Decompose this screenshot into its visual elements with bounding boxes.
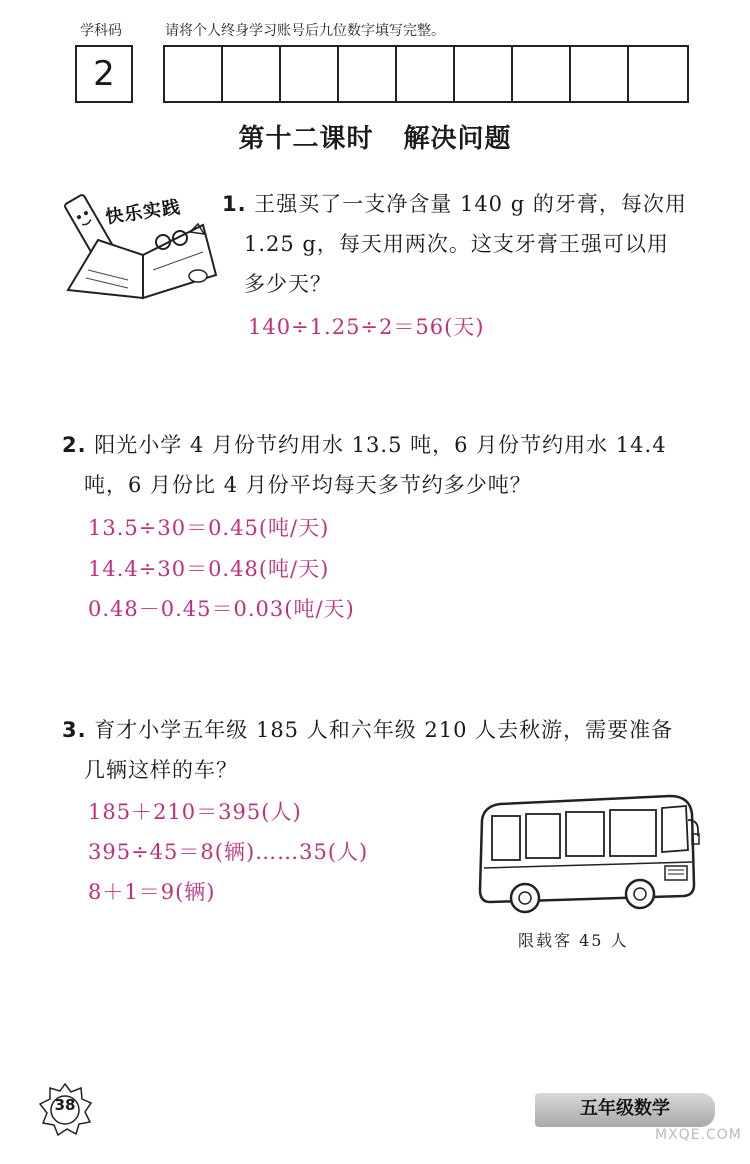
lesson-title-sub: 解决问题 bbox=[403, 124, 512, 154]
book-label: 五年级数学 bbox=[580, 1098, 670, 1119]
page-number: 38 bbox=[54, 1096, 76, 1114]
bus-caption: 限载客 45 人 bbox=[518, 931, 629, 950]
question-1-line-2: 1.25 g，每天用两次。这支牙膏王强可以用 bbox=[244, 232, 669, 256]
answer-2-line-3: 0.48－0.45＝0.03(吨/天) bbox=[88, 597, 355, 621]
answer-2-line-1: 13.5÷30＝0.45(吨/天) bbox=[88, 516, 330, 540]
digit-cell[interactable] bbox=[281, 47, 339, 101]
digit-cell[interactable] bbox=[513, 47, 571, 101]
digit-cell[interactable] bbox=[397, 47, 455, 101]
digit-cell[interactable] bbox=[339, 47, 397, 101]
subject-code-label: 学科码 bbox=[80, 23, 122, 39]
digit-cell[interactable] bbox=[455, 47, 513, 101]
instruction-text: 请将个人终身学习账号后九位数字填写完整。 bbox=[165, 23, 445, 39]
account-digit-boxes[interactable] bbox=[163, 45, 689, 103]
question-1 bbox=[222, 184, 702, 304]
question-2 bbox=[62, 425, 712, 505]
lesson-title-main: 第十二课时 bbox=[238, 124, 374, 154]
question-1-line-3: 多少天？ bbox=[244, 272, 332, 296]
watermark: MXQE.COM bbox=[655, 1127, 742, 1143]
digit-cell[interactable] bbox=[165, 47, 223, 101]
badge-label: 快乐实践 bbox=[104, 196, 183, 229]
question-2-line-1: 2. 阳光小学 4 月份节约用水 13.5 吨，6 月份节约用水 14.4 bbox=[62, 433, 667, 457]
answer-3-line-2: 395÷45＝8(辆)……35(人) bbox=[88, 840, 369, 864]
question-1-line-1: 1. 王强买了一支净含量 140 g 的牙膏，每次用 bbox=[222, 192, 687, 216]
answer-1-line-1: 140÷1.25÷2＝56(天) bbox=[248, 315, 485, 339]
question-number: 2. bbox=[62, 433, 87, 457]
question-2-line-2: 吨，6 月份比 4 月份平均每天多节约多少吨？ bbox=[84, 473, 532, 497]
answer-3-line-3: 8＋1＝9(辆) bbox=[88, 880, 216, 904]
question-number: 1. bbox=[222, 192, 247, 216]
lesson-title bbox=[0, 118, 750, 155]
question-3-line-2: 几辆这样的车？ bbox=[84, 758, 238, 782]
subject-code-box: 2 bbox=[75, 45, 133, 103]
digit-cell[interactable] bbox=[629, 47, 687, 101]
bus-icon bbox=[470, 790, 700, 915]
question-number: 3. bbox=[62, 718, 87, 742]
answer-2-line-2: 14.4÷30＝0.48(吨/天) bbox=[88, 557, 330, 581]
question-3 bbox=[62, 710, 712, 790]
answer-3-line-1: 185＋210＝395(人) bbox=[88, 800, 302, 824]
question-3-line-1: 3. 育才小学五年级 185 人和六年级 210 人去秋游，需要准备 bbox=[62, 718, 674, 742]
digit-cell[interactable] bbox=[223, 47, 281, 101]
digit-cell[interactable] bbox=[571, 47, 629, 101]
